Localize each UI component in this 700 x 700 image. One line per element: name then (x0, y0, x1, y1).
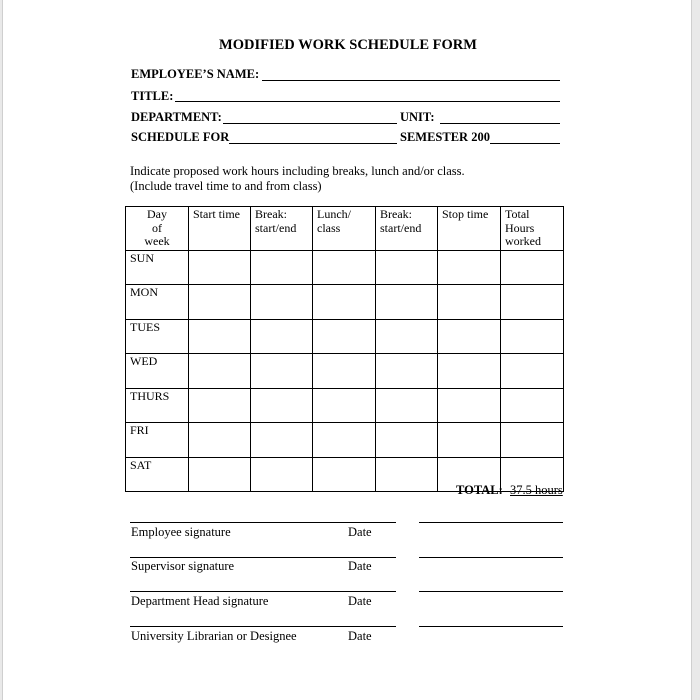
librarian-date-label: Date (348, 629, 372, 643)
break-1-cell[interactable] (251, 354, 313, 389)
break-2-cell[interactable] (376, 457, 438, 492)
header-start-time: Start time (189, 207, 251, 251)
header-lunch-class: Lunch/ class (313, 207, 376, 251)
employee-signature-label: Employee signature (131, 525, 231, 539)
header-day-of-week: Day of week (126, 207, 189, 251)
total-value[interactable]: 37.5 hours (510, 483, 563, 497)
title-field[interactable] (175, 101, 560, 102)
supervisor-date-line[interactable] (419, 557, 563, 558)
form-title: MODIFIED WORK SCHEDULE FORM (219, 37, 477, 53)
header-stop-time: Stop time (438, 207, 501, 251)
start-time-cell[interactable] (189, 285, 251, 320)
day-label: TUES (126, 319, 189, 354)
break-1-cell[interactable] (251, 285, 313, 320)
schedule-for-label: SCHEDULE FOR (131, 130, 230, 144)
department-head-date-label: Date (348, 594, 372, 608)
schedule-row-thurs (126, 388, 564, 423)
supervisor-date-label: Date (348, 559, 372, 573)
lunch-class-cell[interactable] (313, 285, 376, 320)
schedule-table (125, 206, 564, 492)
break-2-cell[interactable] (376, 285, 438, 320)
header-break-2: Break: start/end (376, 207, 438, 251)
break-1-cell[interactable] (251, 423, 313, 458)
header-break-1: Break: start/end (251, 207, 313, 251)
employee-date-line[interactable] (419, 522, 563, 523)
total-hours-cell[interactable] (501, 319, 564, 354)
schedule-row-fri (126, 423, 564, 458)
stop-time-cell[interactable] (438, 388, 501, 423)
semester-field[interactable] (490, 143, 560, 144)
total-hours-cell[interactable] (501, 285, 564, 320)
break-1-cell[interactable] (251, 388, 313, 423)
lunch-class-cell[interactable] (313, 457, 376, 492)
start-time-cell[interactable] (189, 423, 251, 458)
break-2-cell[interactable] (376, 250, 438, 285)
header-total-hours: Total Hours worked (501, 207, 564, 251)
schedule-row-mon (126, 285, 564, 320)
title-label: TITLE: (131, 89, 174, 103)
employee-name-field[interactable] (262, 80, 560, 81)
department-label: DEPARTMENT: (131, 110, 222, 124)
break-1-cell[interactable] (251, 457, 313, 492)
semester-label: SEMESTER 200 (400, 130, 490, 144)
department-head-signature-line[interactable] (130, 591, 396, 592)
total-hours-cell[interactable] (501, 250, 564, 285)
unit-field[interactable] (440, 123, 560, 124)
start-time-cell[interactable] (189, 250, 251, 285)
start-time-cell[interactable] (189, 319, 251, 354)
lunch-class-cell[interactable] (313, 250, 376, 285)
supervisor-signature-line[interactable] (130, 557, 396, 558)
break-2-cell[interactable] (376, 319, 438, 354)
lunch-class-cell[interactable] (313, 354, 376, 389)
total-label: TOTAL: (456, 483, 503, 497)
employee-name-label: EMPLOYEE’S NAME: (131, 67, 260, 81)
librarian-date-line[interactable] (419, 626, 563, 627)
day-label: SUN (126, 250, 189, 285)
lunch-class-cell[interactable] (313, 319, 376, 354)
break-1-cell[interactable] (251, 250, 313, 285)
lunch-class-cell[interactable] (313, 388, 376, 423)
total-hours-cell[interactable] (501, 388, 564, 423)
supervisor-signature-label: Supervisor signature (131, 559, 235, 573)
stop-time-cell[interactable] (438, 285, 501, 320)
total-hours-cell[interactable] (501, 423, 564, 458)
schedule-row-tues (126, 319, 564, 354)
department-head-date-line[interactable] (419, 591, 563, 592)
unit-label: UNIT: (400, 110, 435, 124)
librarian-signature-label: University Librarian or Designee (131, 629, 297, 643)
start-time-cell[interactable] (189, 457, 251, 492)
stop-time-cell[interactable] (438, 319, 501, 354)
schedule-for-field[interactable] (229, 143, 397, 144)
stop-time-cell[interactable] (438, 354, 501, 389)
break-2-cell[interactable] (376, 388, 438, 423)
break-1-cell[interactable] (251, 319, 313, 354)
instructions (130, 164, 465, 194)
department-field[interactable] (223, 123, 397, 124)
total-hours-cell[interactable] (501, 354, 564, 389)
stop-time-cell[interactable] (438, 423, 501, 458)
day-label: SAT (126, 457, 189, 492)
librarian-signature-line[interactable] (130, 626, 396, 627)
form-page (2, 0, 692, 700)
instructions-line-1: Indicate proposed work hours including breaks, lunch and/or class. (130, 164, 465, 178)
day-label: THURS (126, 388, 189, 423)
day-label: MON (126, 285, 189, 320)
instructions-line-2: (Include travel time to and from class) (130, 179, 322, 193)
stop-time-cell[interactable] (438, 250, 501, 285)
schedule-row-sun (126, 250, 564, 285)
day-label: FRI (126, 423, 189, 458)
lunch-class-cell[interactable] (313, 423, 376, 458)
start-time-cell[interactable] (189, 354, 251, 389)
employee-date-label: Date (348, 525, 372, 539)
day-label: WED (126, 354, 189, 389)
start-time-cell[interactable] (189, 388, 251, 423)
department-head-signature-label: Department Head signature (131, 594, 269, 608)
employee-signature-line[interactable] (130, 522, 396, 523)
schedule-header-row (126, 207, 564, 251)
break-2-cell[interactable] (376, 354, 438, 389)
schedule-row-wed (126, 354, 564, 389)
break-2-cell[interactable] (376, 423, 438, 458)
